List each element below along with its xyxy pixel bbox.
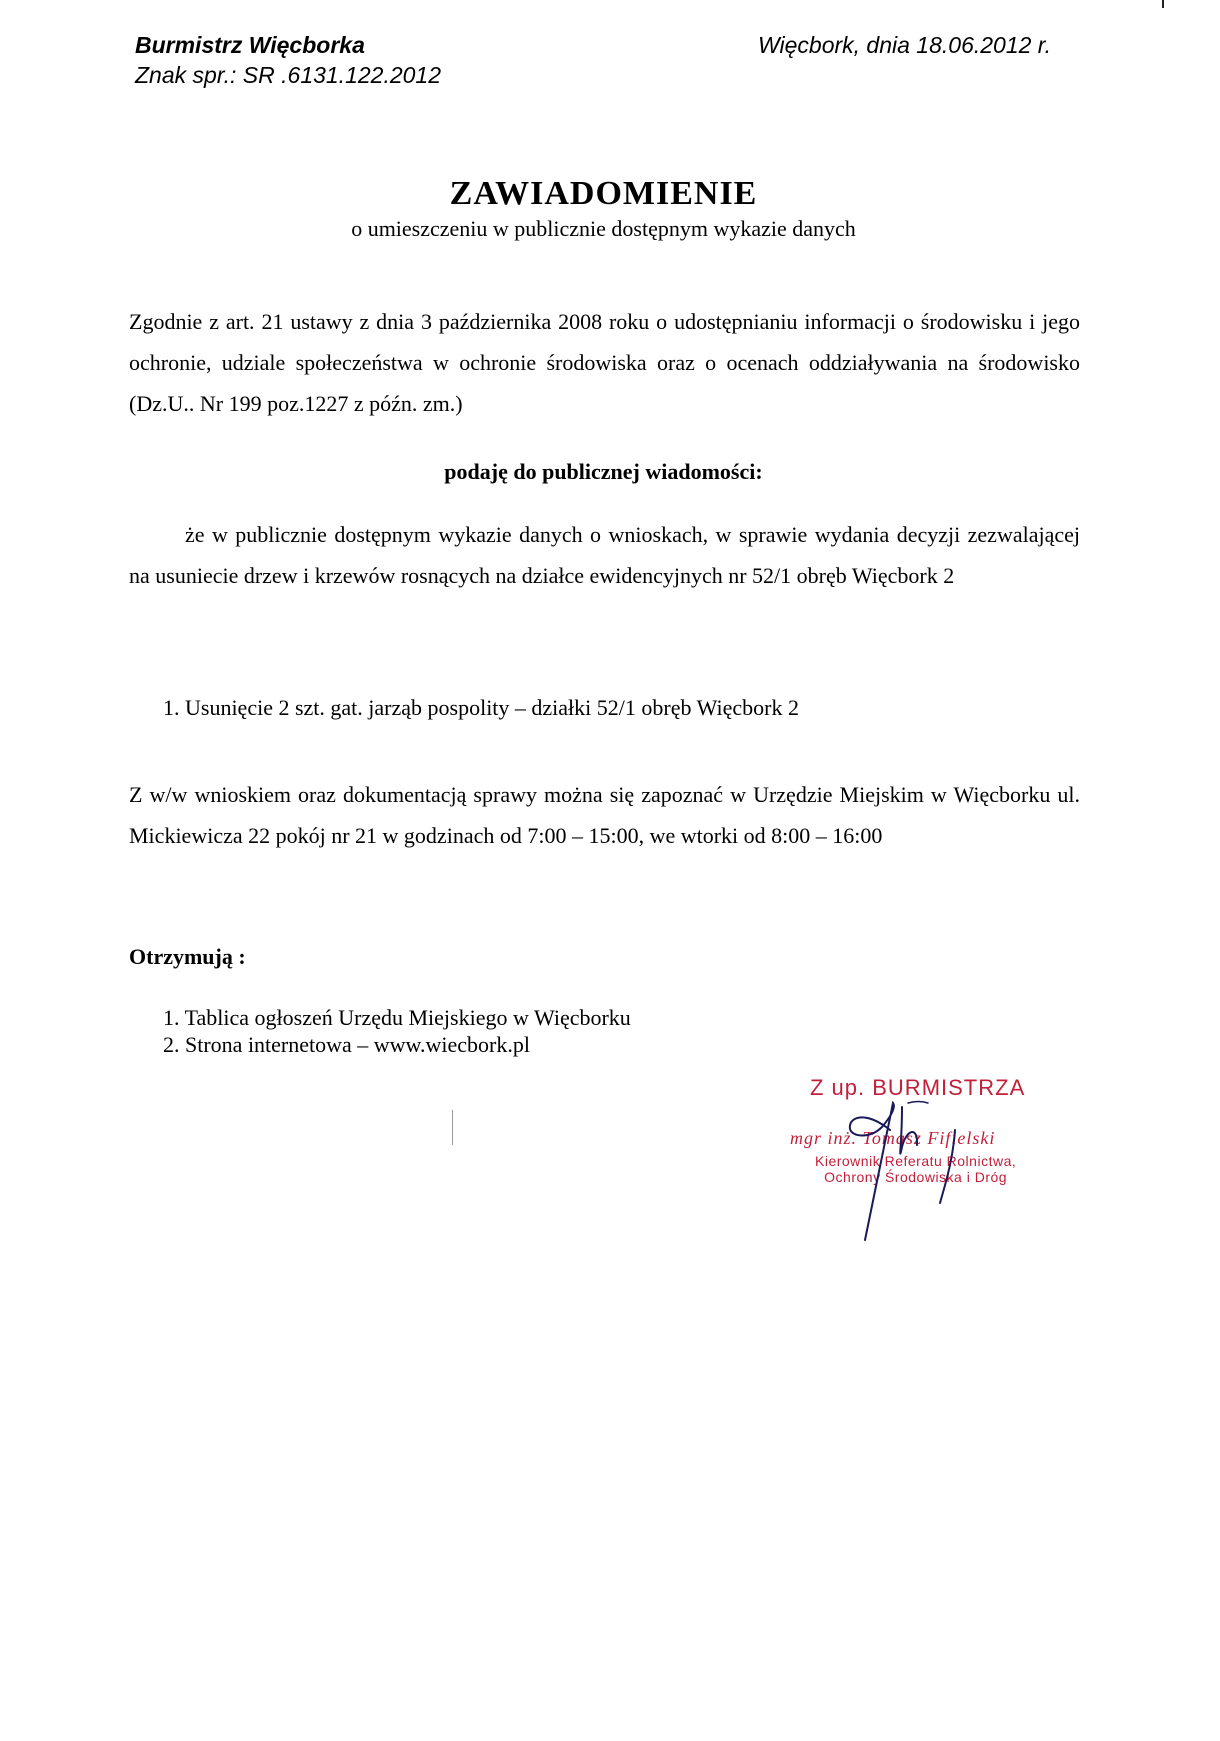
stamp-role-line: Kierownik Referatu Rolnictwa, [815, 1153, 1017, 1169]
request-items-list [163, 687, 799, 728]
case-reference: Znak spr.: SR .6131.122.2012 [135, 62, 442, 88]
scan-edge-mark [1162, 0, 1164, 8]
document-subtitle: o umieszczeniu w publicznie dostępnym wykazie danych [351, 216, 856, 241]
inspection-info-paragraph: Z w/w wnioskiem oraz dokumentacją sprawy można się zapoznać w Urzędzie Miejskim w Więcborku ul. Mickiewicza 22 pokój nr 21 w godzinach od 7:00 – 15:00, we wtorki od 8:00 – 16:00 [129, 782, 1080, 848]
recipient-item: 2. Strona internetowa – www.wiecbork.pl [163, 1032, 530, 1057]
place-and-date: Więcbork, dnia 18.06.2012 r. [758, 32, 1052, 58]
header-issuer-block [135, 30, 441, 90]
stamp-title: Z up. BURMISTRZA [810, 1075, 1026, 1100]
handwritten-signature [790, 1075, 1090, 1250]
recipients-heading: Otrzymują : [129, 944, 246, 969]
recipient-item: 1. Tablica ogłoszeń Urzędu Miejskiego w Więcborku [163, 1005, 631, 1030]
announcement-line: podaję do publicznej wiadomości: [444, 459, 763, 484]
scan-artifact-line [452, 1110, 453, 1145]
notice-body-text: że w publicznie dostępnym wykazie danych o wnioskach, w sprawie wydania decyzji zezwalającej na usuniecie drzew i krzewów rosnących na działce ewidencyjnych nr 52/1 obręb Więcbork 2 [129, 522, 1080, 588]
stamp-role-line: Ochrony Środowiska i Dróg [824, 1169, 1008, 1185]
recipients-list [163, 1004, 631, 1058]
notice-body-paragraph [129, 514, 1080, 596]
document-title: ZAWIADOMIENIE [449, 175, 758, 212]
legal-basis-paragraph: Zgodnie z art. 21 ustawy z dnia 3 października 2008 roku o udostępnianiu informacji o środowisku i jego ochronie, udziale społeczeństwa w ochronie środowiska oraz o ocenach oddziaływania na środowisko (Dz.U.. Nr 199 poz.1227 z późn. zm.) [129, 309, 1080, 416]
stamp-signatory-name: mgr inż. Tomasz Fifielski [790, 1128, 996, 1148]
request-item: 1. Usunięcie 2 szt. gat. jarząb pospolity – działki 52/1 obręb Więcbork 2 [163, 695, 799, 720]
issuer-name: Burmistrz Więcborka [135, 32, 365, 58]
